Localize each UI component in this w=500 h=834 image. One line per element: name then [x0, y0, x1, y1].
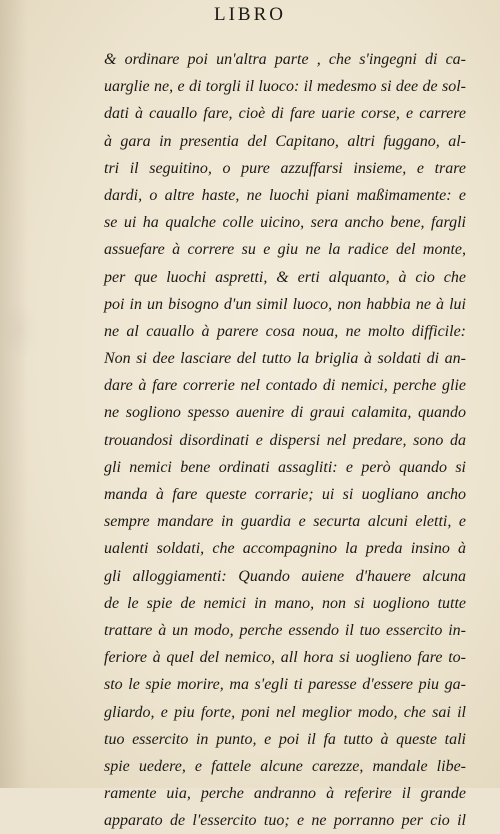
text-line: ne sogliono spesso auenire di graui calamita, quando	[104, 404, 466, 422]
text-line: trattare à un modo, perche essendo il tuo essercito in-	[104, 621, 466, 639]
text-line: gli alloggiamenti: Quando auiene d'hauere alcuna	[104, 567, 466, 585]
text-line: ramente uia, perche andranno à referire il grande	[104, 785, 466, 803]
text-line: & ordinare poi un'altra parte , che s'ingegni di ca-	[104, 51, 466, 68]
text-line: dati à cauallo fare, cioè di fare uarie corse, e carrere	[104, 105, 466, 123]
text-line: manda à fare queste corrarie; ui si uogliano ancho	[104, 486, 466, 503]
text-line: uarglie ne, e di torgli il luoco: il medesmo si dee de sol-	[104, 78, 466, 96]
text-line: gliardo, e piu forte, poni nel meglior modo, che sai il	[104, 703, 466, 721]
text-line: se ui ha qualche colle uicino, sera ancho bene, fargli	[104, 214, 466, 232]
text-line: sempre mandare in guardia e securta alcuni eletti, e	[104, 513, 466, 531]
text-line: sto le spie morire, ma s'egli ti paresse d'essere piu ga-	[104, 676, 466, 694]
text-line: apparato de l'essercito tuo; e ne porranno per cio il	[104, 812, 466, 830]
show-through-stain	[0, 300, 40, 360]
text-line: gli nemici bene ordinati assagliti: e però quando si	[104, 458, 466, 476]
text-line: trouandosi disordinati e dispersi nel predare, sono da	[104, 431, 466, 449]
running-head: LIBRO	[214, 4, 286, 25]
text-line: à gara in presentia del Capitano, altri fuggano, al-	[104, 132, 466, 150]
text-line: feriore à quel del nemico, all hora si uoglieno fare to-	[104, 649, 466, 667]
text-line: assuefare à correre su e giu ne la radice del monte,	[104, 241, 466, 259]
text-line: tuo essercito in punto, e poi il fa tutto à queste tali	[104, 730, 466, 748]
text-line: dardi, o altre haste, ne luochi piani maßimamente: e	[104, 186, 466, 204]
text-line: dare à fare correrie nel contado di nemici, perche glie	[104, 377, 466, 395]
text-line: de le spie de nemici in mano, non si uogliono tutte	[104, 594, 466, 612]
text-line: spie uedere, e fattele alcune carezze, mandale libe-	[104, 757, 466, 775]
text-line: ualenti soldati, che accompagnino la preda insino à	[104, 540, 466, 558]
text-line: per que luochi aspretti, & erti alquanto, à cio che	[104, 268, 466, 286]
text-line: Non si dee lasciare del tutto la briglia à soldati di an-	[104, 350, 466, 368]
body-text	[104, 46, 466, 834]
text-line: ne al cauallo à parere cosa noua, ne molto difficile:	[104, 322, 466, 340]
text-line: tri il seguitino, o pure azzuffarsi insieme, e trare	[104, 159, 466, 177]
text-line: poi in un bisogno d'un simil luoco, non habbia ne à lui	[104, 295, 466, 313]
